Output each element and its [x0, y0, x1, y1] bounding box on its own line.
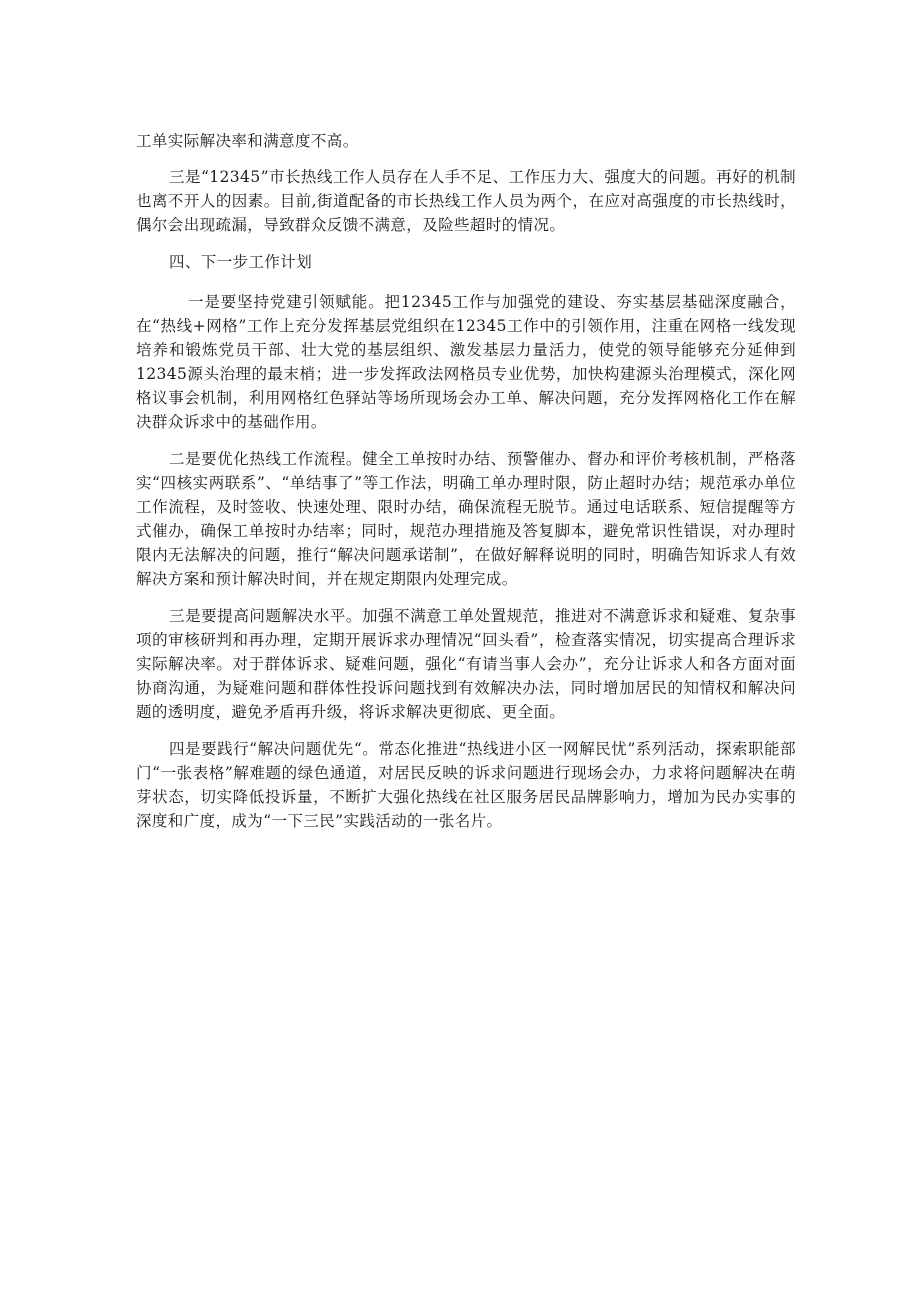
- paragraph-hotline-process: 二是要优化热线工作流程。健全工单按时办结、预警催办、督办和评价考核机制，严格落实“四核实两联系”、“单结事了”等工作法，明确工单办理时限，防止超时办结；规范承办单位工作流程，及时签收、快速处理、限时办结，确保流程无脱节。通过电话联系、短信提醒等方式催办，确保工单按时办结率；同时，规范办理措施及答复脚本，避免常识性错误，对办理时限内无法解决的问题，推行“解决问题承诺制”，在做好解释说明的同时，明确告知诉求人有效解决方案和预计解决时间，并在规定期限内处理完成。: [136, 450, 796, 588]
- paragraph-priority-action: 四是要践行“解决问题优先“。常态化推进“热线进小区一网解民忧”系列活动，探索职能部门“一张表格”解难题的绿色通道，对居民反映的诉求问题进行现场会办，力求将问题解决在萌芽状态，切实降低投诉量，不断扩大强化热线在社区服务居民品牌影响力，增加为民办实事的深度和广度，成为“一下三民”实践活动的一张名片。: [136, 740, 796, 830]
- paragraph-party-building: 一是要坚持党建引领赋能。把12345工作与加强党的建设、夯实基层基础深度融合，在“热线+网格”工作上充分发挥基层党组织在12345工作中的引领作用，注重在网格一线发现培养和锻炼党员干部、壮大党的基层组织、激发基层力量活力，使党的领导能够充分延伸到12345源头治理的最末梢；进一步发挥政法网格员专业优势，加快构建源头治理模式，深化网格议事会机制，利用网格红色驿站等场所现场会办工单、解决问题，充分发挥网格化工作在解决群众诉求中的基础作用。: [136, 293, 796, 431]
- paragraph-problem-solving: 三是要提高问题解决水平。加强不满意工单处置规范，推进对不满意诉求和疑难、复杂事项的审核研判和再办理，定期开展诉求办理情况“回头看”，检查落实情况，切实提高合理诉求实际解决率。对于群体诉求、疑难问题，强化“有请当事人会办”，充分让诉求人和各方面对面协商沟通，为疑难问题和群体性投诉问题找到有效解决办法，同时增加居民的知情权和解决问题的透明度，避免矛盾再升级，将诉求解决更彻底、更全面。: [136, 607, 796, 721]
- section-heading-next-steps: 四、下一步工作计划: [169, 253, 313, 271]
- document-body: [136, 129, 796, 846]
- paragraph-staffing-issue: 三是“12345”市长热线工作人员存在人手不足、工作压力大、强度大的问题。再好的机制也离不开人的因素。目前,街道配备的市长热线工作人员为两个，在应对高强度的市长热线时，偶尔会出现疏漏，导致群众反馈不满意，及险些超时的情况。: [136, 168, 796, 234]
- paragraph-continuation: 工单实际解决率和满意度不高。: [136, 132, 359, 150]
